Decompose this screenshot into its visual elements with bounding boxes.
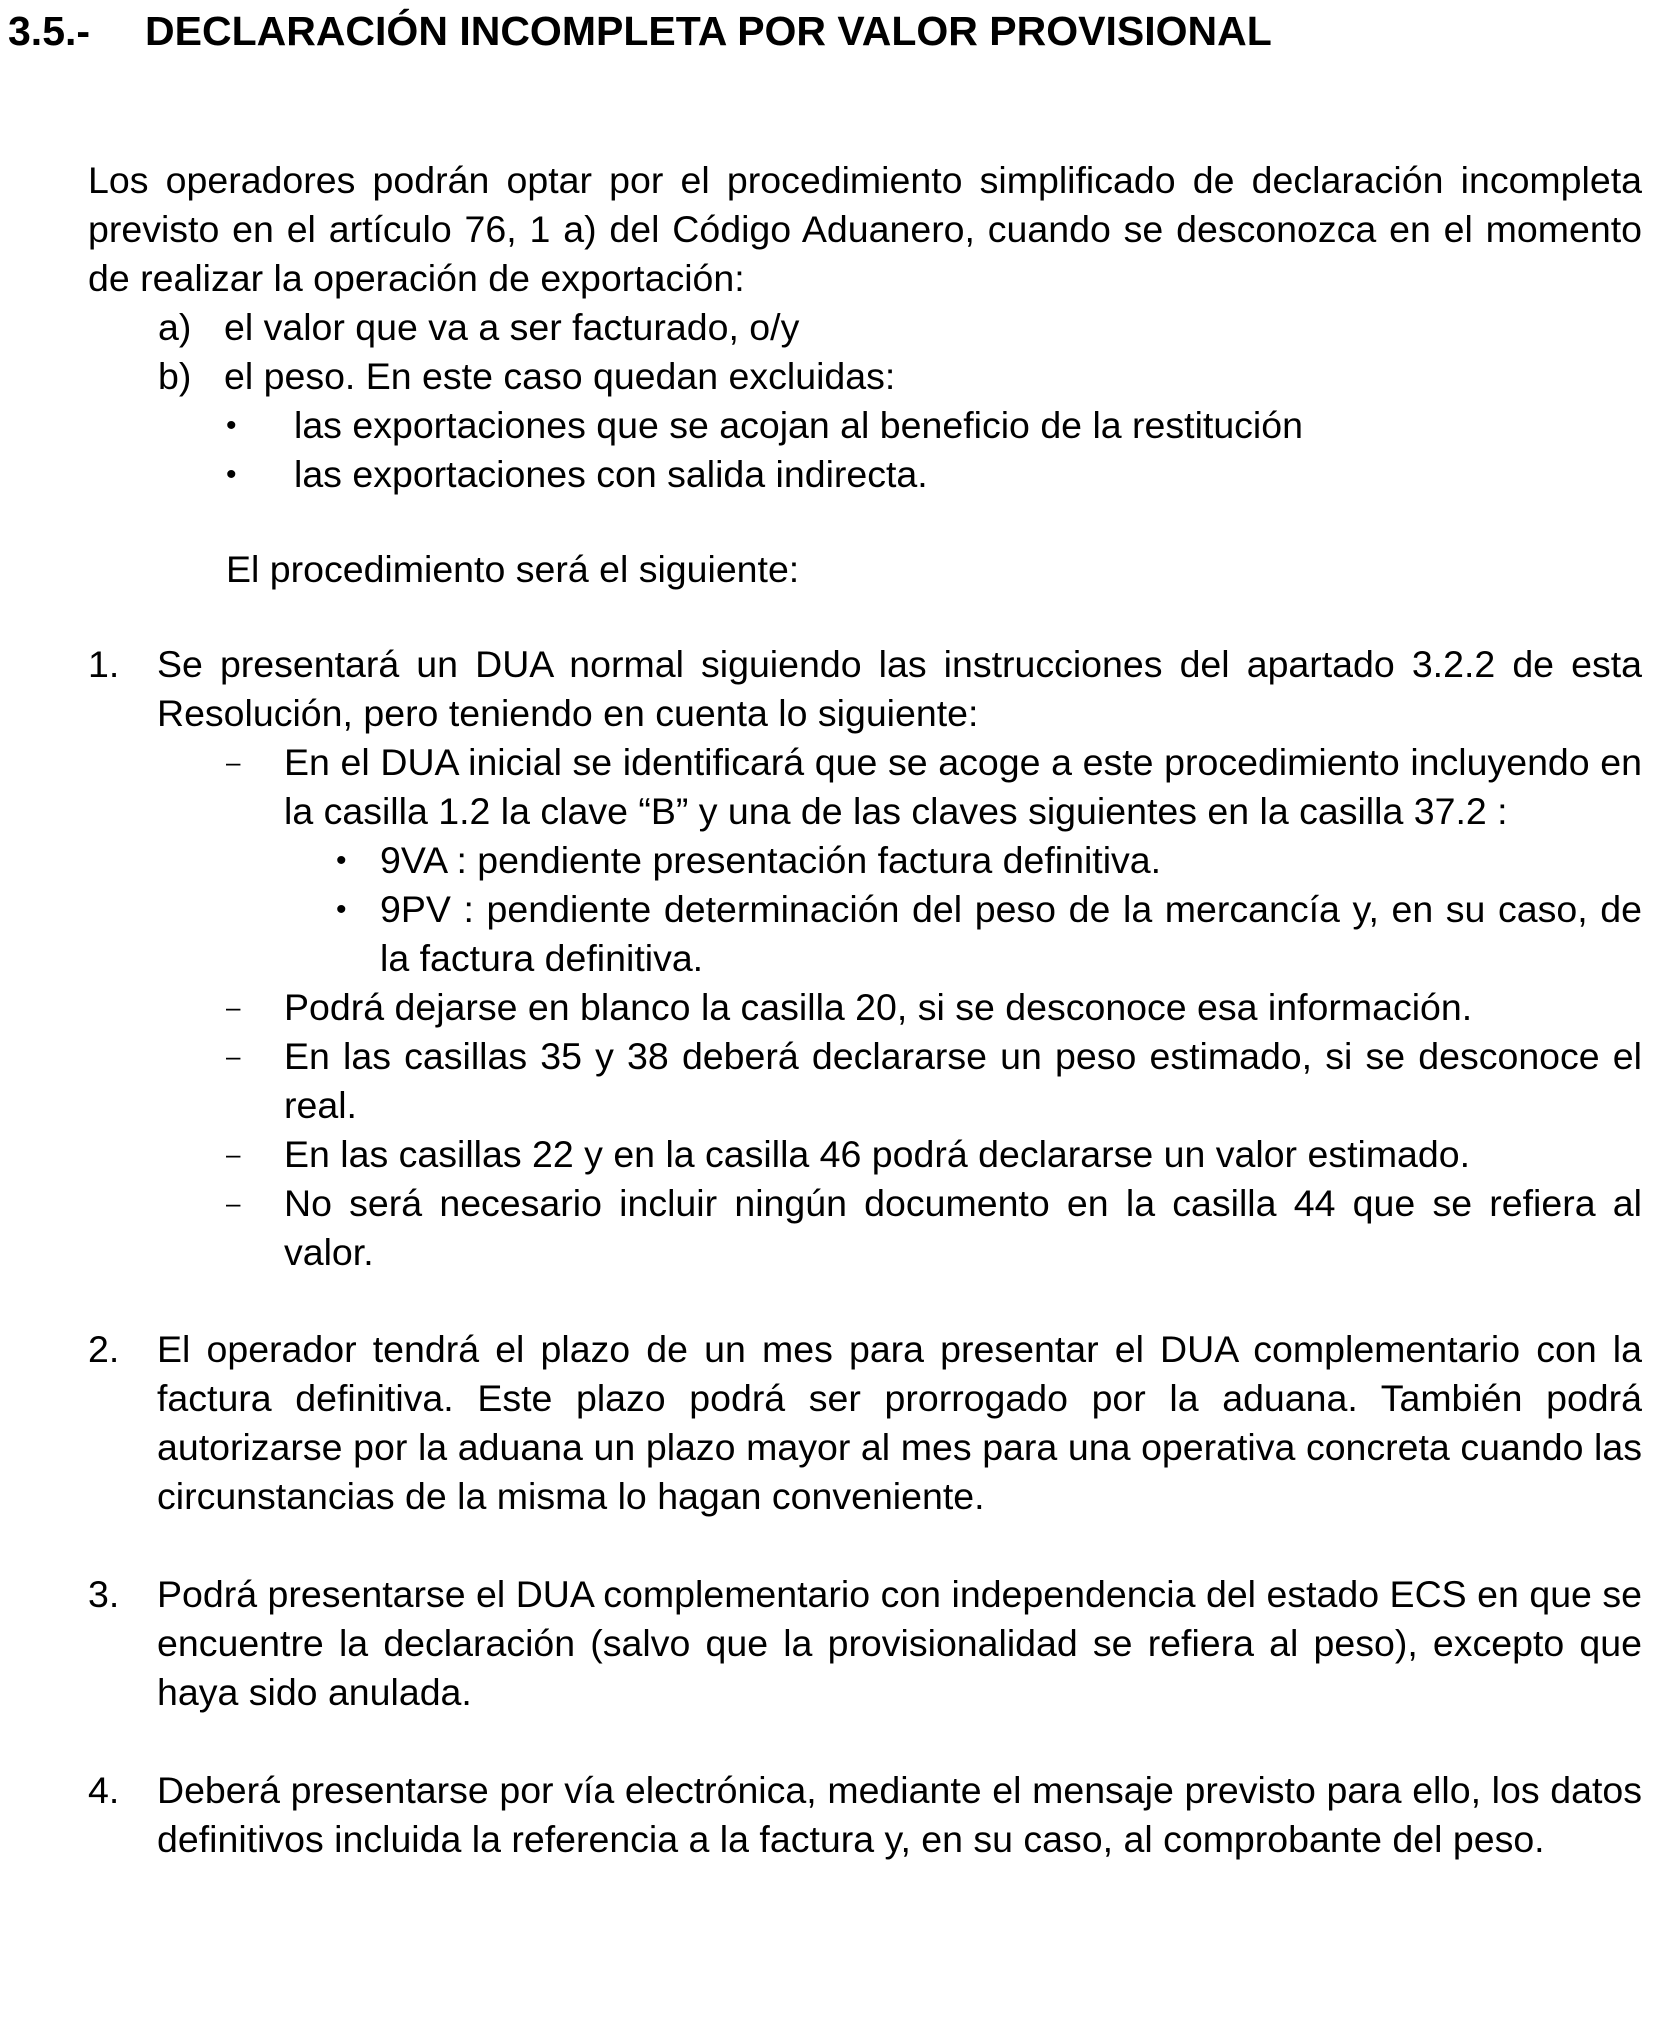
exclusion-item bbox=[88, 450, 1642, 499]
exclusion-text: las exportaciones con salida indirecta. bbox=[294, 453, 928, 495]
step-detail-item bbox=[88, 1179, 1642, 1277]
case-marker: b) bbox=[158, 355, 192, 397]
document-body bbox=[88, 156, 1642, 1864]
section-heading bbox=[8, 6, 1272, 56]
exclusion-item bbox=[88, 401, 1642, 450]
step-number: 2. bbox=[88, 1328, 120, 1370]
step-detail-text: No será necesario incluir ningún documento en la casilla 44 que se refiera al valor. bbox=[284, 1182, 1642, 1273]
step-detail-item bbox=[88, 1130, 1642, 1179]
step-detail-item bbox=[88, 1032, 1642, 1130]
key-item bbox=[88, 836, 1642, 885]
bullet-marker: • bbox=[336, 893, 347, 926]
section-title: DECLARACIÓN INCOMPLETA POR VALOR PROVISIONAL bbox=[145, 8, 1272, 54]
key-text: 9VA : pendiente presentación factura definitiva. bbox=[380, 839, 1162, 881]
step-item bbox=[88, 1325, 1642, 1521]
key-text: 9PV : pendiente determinación del peso de la mercancía y, en su caso, de la factura definitiva. bbox=[380, 888, 1642, 979]
step-detail-item bbox=[88, 983, 1642, 1032]
dash-marker: – bbox=[226, 1139, 241, 1169]
step-text: Podrá presentarse el DUA complementario con independencia del estado ECS en que se encuentre la declaración (salvo que la provisionalidad se refiera al peso), excepto que haya sido anulada. bbox=[157, 1573, 1642, 1713]
step-detail-item bbox=[88, 738, 1642, 836]
case-text: el valor que va a ser facturado, o/y bbox=[224, 306, 800, 348]
step-number: 4. bbox=[88, 1769, 120, 1811]
step-number: 1. bbox=[88, 643, 120, 685]
step-item bbox=[88, 1570, 1642, 1717]
bullet-marker: • bbox=[336, 844, 347, 877]
case-marker: a) bbox=[158, 306, 192, 348]
step-detail-text: Podrá dejarse en blanco la casilla 20, si se desconoce esa información. bbox=[284, 986, 1473, 1028]
step-item bbox=[88, 1766, 1642, 1864]
case-item bbox=[88, 303, 1642, 352]
step-number: 3. bbox=[88, 1573, 120, 1615]
step-text: El operador tendrá el plazo de un mes para presentar el DUA complementario con la factura definitiva. Este plazo podrá ser prorrogado por la aduana. También podrá autorizarse por la aduana un plazo mayor al mes para una operativa concreta cuando las circunstancias de la misma lo hagan conveniente. bbox=[157, 1328, 1642, 1517]
step-text: Se presentará un DUA normal siguiendo las instrucciones del apartado 3.2.2 de esta Resolución, pero teniendo en cuenta lo siguiente: bbox=[157, 643, 1642, 734]
bullet-marker: • bbox=[226, 458, 237, 491]
intro-paragraph: Los operadores podrán optar por el procedimiento simplificado de declaración incompleta previsto en el artículo 76, 1 a) del Código Aduanero, cuando se desconozca en el momento de realizar la operación de exportación: bbox=[88, 159, 1642, 299]
case-item bbox=[88, 352, 1642, 401]
case-text: el peso. En este caso quedan excluidas: bbox=[224, 355, 896, 397]
bullet-marker: • bbox=[226, 409, 237, 442]
dash-marker: – bbox=[226, 747, 241, 777]
dash-marker: – bbox=[226, 992, 241, 1022]
dash-marker: – bbox=[226, 1041, 241, 1071]
exclusion-text: las exportaciones que se acojan al beneficio de la restitución bbox=[294, 404, 1303, 446]
procedure-intro: El procedimiento será el siguiente: bbox=[226, 548, 800, 590]
step-text: Deberá presentarse por vía electrónica, mediante el mensaje previsto para ello, los datos definitivos incluida la referencia a la factura y, en su caso, al comprobante del peso. bbox=[157, 1769, 1642, 1860]
key-item bbox=[88, 885, 1642, 983]
step-detail-text: En el DUA inicial se identificará que se acoge a este procedimiento incluyendo en la casilla 1.2 la clave “B” y una de las claves siguientes en la casilla 37.2 : bbox=[284, 741, 1642, 832]
step-item bbox=[88, 640, 1642, 738]
section-number: 3.5.- bbox=[8, 8, 91, 54]
step-detail-text: En las casillas 35 y 38 deberá declararse un peso estimado, si se desconoce el real. bbox=[284, 1035, 1642, 1126]
dash-marker: – bbox=[226, 1188, 241, 1218]
step-detail-text: En las casillas 22 y en la casilla 46 podrá declararse un valor estimado. bbox=[284, 1133, 1471, 1175]
